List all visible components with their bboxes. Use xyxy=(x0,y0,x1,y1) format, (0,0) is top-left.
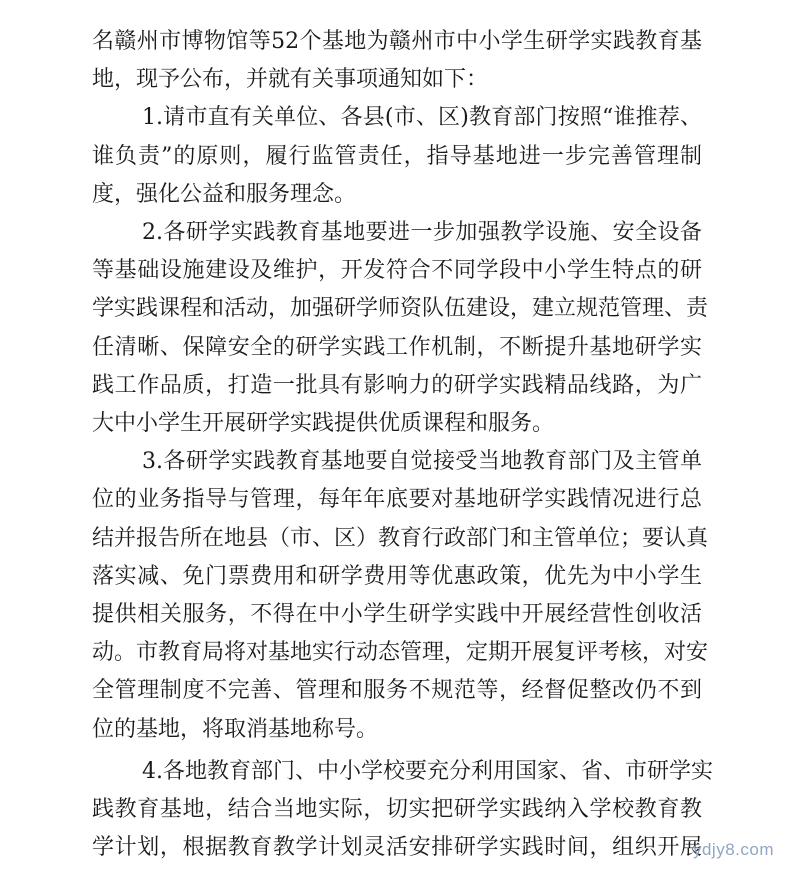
paragraph-3-line-6: 动。市教育局将对基地实行动态管理，定期开展复评考核，对安 xyxy=(92,640,709,666)
paragraph-1-line-2: 谁负责”的原则，履行监管责任，指导基地进一步完善管理制 xyxy=(92,143,702,169)
paragraph-2-line-6: 大中小学生开展研学实践提供优质课程和服务。 xyxy=(92,411,555,436)
text-line-2: 地，现予公布，并就有关事项通知如下： xyxy=(92,67,489,93)
paragraph-3-line-3: 结并报告所在地县（市、区）教育行政部门和主管单位；要认真 xyxy=(92,525,709,551)
text-line-1: 名赣州市博物馆等52个基地为赣州市中小学生研学实践教育基 xyxy=(92,29,702,54)
paragraph-3-line-1: 3.各研学实践教育基地要自觉接受当地教育部门及主管单 xyxy=(142,449,702,475)
paragraph-3-line-2: 位的业务指导与管理，每年年底要对基地研学实践情况进行总 xyxy=(92,487,702,513)
paragraph-1-line-1: 1.请市直有关单位、各县(市、区)教育部门按照“谁推荐、 xyxy=(142,105,702,131)
paragraph-4-line-2: 践教育基地，结合当地实际，切实把研学实践纳入学校教育教 xyxy=(92,797,702,822)
paragraph-2-line-4: 任清晰、保障安全的研学实践工作机制，不断提升基地研学实 xyxy=(92,334,702,360)
paragraph-3-line-4: 落实减、免门票费用和研学费用等优惠政策，优先为中小学生 xyxy=(92,563,702,589)
paragraph-3-line-5: 提供相关服务，不得在中小学生研学实践中开展经营性创收活 xyxy=(92,602,702,627)
paragraph-4-line-1: 4.各地教育部门、中小学校要充分利用国家、省、市研学实 xyxy=(142,758,713,784)
paragraph-2-line-1: 2.各研学实践教育基地要进一步加强教学设施、安全设备 xyxy=(142,220,702,245)
paragraph-1-line-3: 度，强化公益和服务理念。 xyxy=(92,181,357,207)
paragraph-2-line-2: 等基础设施建设及维护，开发符合不同学段中小学生特点的研 xyxy=(92,258,702,284)
paragraph-2-line-5: 践工作品质，打造一批具有影响力的研学实践精品线路，为广 xyxy=(92,372,702,398)
site-watermark: ydjy8.com xyxy=(692,840,774,859)
paragraph-2-line-3: 学实践课程和活动，加强研学师资队伍建设，建立规范管理、责 xyxy=(92,296,709,322)
paragraph-3-line-8: 位的基地，将取消基地称号。 xyxy=(92,716,379,742)
paragraph-4-line-3: 学计划，根据教育教学计划灵活安排研学实践时间，组织开展 xyxy=(92,835,702,861)
paragraph-3-line-7: 全管理制度不完善、管理和服务不规范等，经督促整改仍不到 xyxy=(92,678,702,704)
